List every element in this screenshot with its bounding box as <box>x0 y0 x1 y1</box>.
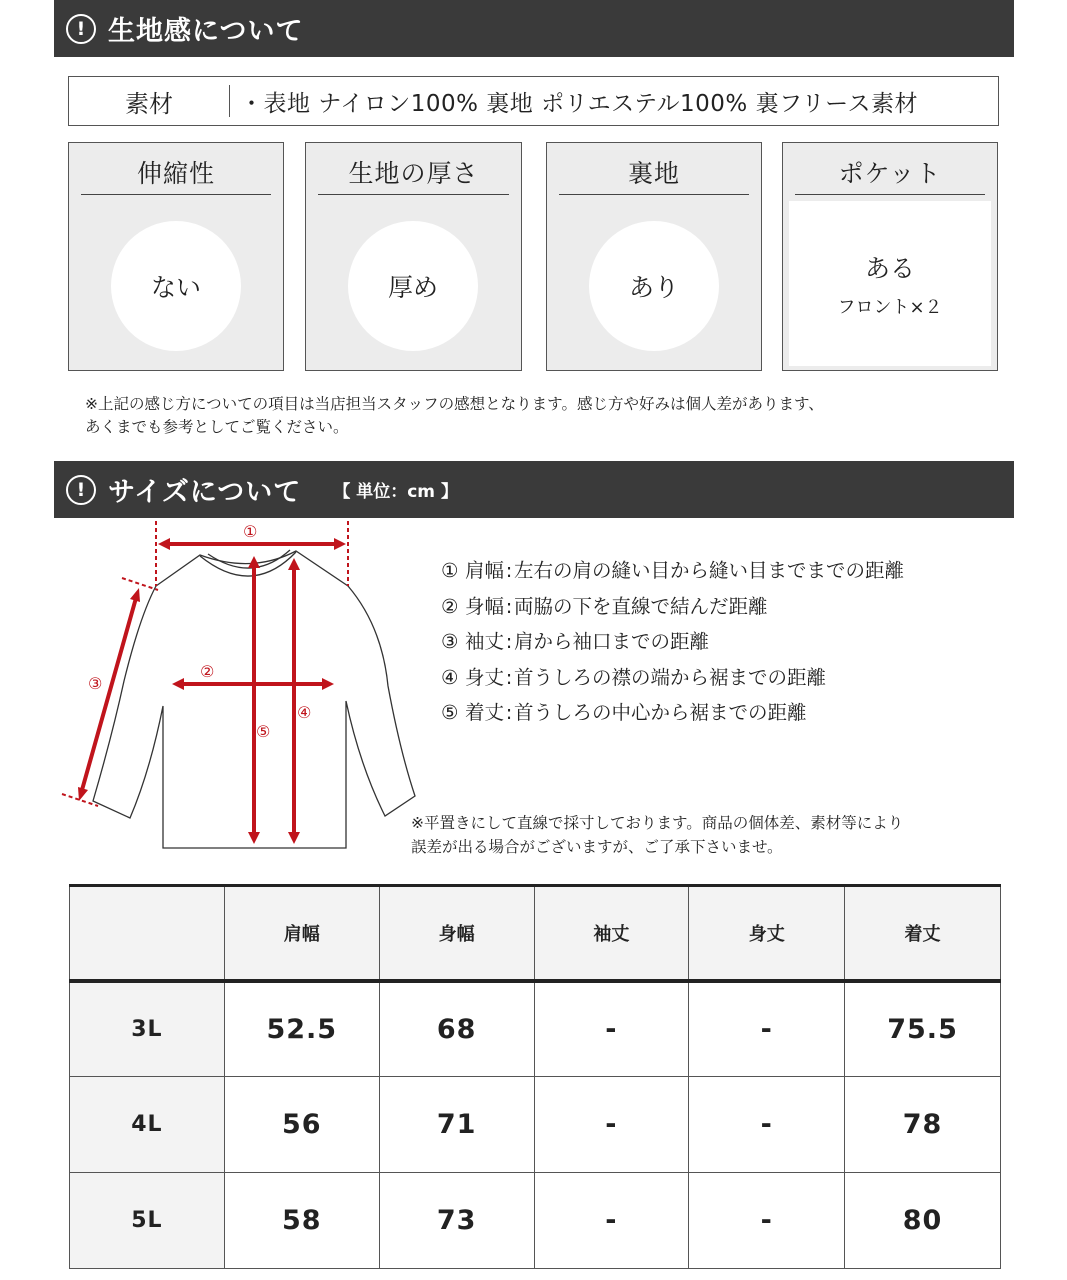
measure-number: ⑤ <box>441 701 459 725</box>
feel-title: 生地の厚さ <box>318 155 509 195</box>
size-table-header-row <box>70 886 1001 981</box>
size-table-header-cell: 身丈 <box>689 886 845 981</box>
feel-note <box>85 393 985 439</box>
size-table-header-cell: 着丈 <box>845 886 1001 981</box>
size-unit-label: 【 単位：cm 】 <box>333 482 458 502</box>
pocket-value: ある <box>864 253 915 283</box>
material-label: 素材 <box>125 89 173 118</box>
fabric-section-title: 生地感について <box>108 16 304 47</box>
measure-number: ② <box>441 594 459 618</box>
measure-desc: 首うしろの襟の端から裾までの距離 <box>514 665 827 689</box>
material-row <box>68 76 999 126</box>
feel-value-square <box>789 201 991 366</box>
size-table-header-cell: 袖丈 <box>534 886 689 981</box>
exclamation-circle-icon: ! <box>66 475 96 505</box>
diagram-label-2: ② <box>200 662 215 681</box>
size-label-cell: 4L <box>70 1077 225 1173</box>
feel-note-line: あくまでも参考としてご覧ください。 <box>85 418 349 436</box>
measure-item: ① 肩幅:左右の肩の縫い目から縫い目までまでの距離 <box>441 553 904 589</box>
diagram-label-4: ④ <box>297 703 312 722</box>
size-section-header <box>54 461 1014 518</box>
feel-value-circle: 厚め <box>348 221 478 351</box>
measure-name: 身幅 <box>465 594 505 618</box>
measurement-legend <box>441 553 904 731</box>
measure-name: 袖丈 <box>465 630 505 654</box>
table-row <box>70 1173 1001 1269</box>
feel-title: ポケット <box>795 155 985 195</box>
table-cell: - <box>689 1077 845 1173</box>
feel-box-thickness <box>305 142 522 371</box>
table-row <box>70 981 1001 1077</box>
feel-box-stretch <box>68 142 284 371</box>
measure-name: 着丈 <box>465 701 505 725</box>
measure-number: ① <box>441 559 459 582</box>
sleeve-guide-top <box>122 578 158 590</box>
table-cell: 75.5 <box>845 981 1001 1077</box>
measure-number: ③ <box>441 630 459 654</box>
measure-desc: 左右の肩の縫い目から縫い目までまでの距離 <box>514 559 905 582</box>
material-value: ・表地 ナイロン100% 裏地 ポリエステル100% 裏フリース素材 <box>240 90 919 117</box>
size-note-line: ※平置きにして直線で採寸しております。商品の個体差、素材等により <box>411 814 904 832</box>
measure-number: ④ <box>441 665 459 689</box>
measure-item: ⑤ 着丈:首うしろの中心から裾までの距離 <box>441 695 904 731</box>
size-table-header-cell: 身幅 <box>379 886 534 981</box>
feel-value-circle: ない <box>111 221 241 351</box>
size-note <box>411 811 1011 859</box>
feel-title: 裏地 <box>559 155 749 195</box>
feel-value-circle: あり <box>589 221 719 351</box>
size-section-title: サイズについて <box>108 477 302 508</box>
table-cell: - <box>534 1173 689 1269</box>
table-cell: 78 <box>845 1077 1001 1173</box>
measure-name: 身丈 <box>465 665 505 689</box>
table-cell: - <box>689 1173 845 1269</box>
pocket-detail: フロント×２ <box>837 296 943 318</box>
table-cell: 71 <box>379 1077 534 1173</box>
feel-box-lining <box>546 142 762 371</box>
table-cell: 68 <box>379 981 534 1077</box>
feel-title: 伸縮性 <box>81 155 271 195</box>
table-cell: 56 <box>224 1077 379 1173</box>
measure-item: ② 身幅:両脇の下を直線で結んだ距離 <box>441 589 904 625</box>
table-row <box>70 1077 1001 1173</box>
size-note-line: 誤差が出る場合がございますが、ご了承下さいませ。 <box>411 838 783 856</box>
exclamation-circle-icon: ! <box>66 14 96 44</box>
measure-desc: 首うしろの中心から裾までの距離 <box>514 701 807 725</box>
measure-desc: 肩から袖口までの距離 <box>514 630 710 654</box>
size-table-header-cell <box>70 886 225 981</box>
feel-note-line: ※上記の感じ方についての項目は当店担当スタッフの感想となります。感じ方や好みは個人差があります、 <box>85 395 824 413</box>
diagram-label-5: ⑤ <box>256 722 271 741</box>
size-label-cell: 3L <box>70 981 225 1077</box>
measure-line-3 <box>82 598 136 790</box>
table-cell: 73 <box>379 1173 534 1269</box>
size-table <box>69 884 1001 1269</box>
garment-measurement-diagram <box>50 516 420 856</box>
measure-item: ③ 袖丈:肩から袖口までの距離 <box>441 624 904 660</box>
measure-name: 肩幅 <box>465 559 505 582</box>
table-cell: 52.5 <box>224 981 379 1077</box>
feel-box-pocket <box>782 142 998 371</box>
table-cell: - <box>689 981 845 1077</box>
measure-item: ④ 身丈:首うしろの襟の端から裾までの距離 <box>441 660 904 696</box>
table-cell: 80 <box>845 1173 1001 1269</box>
measure-desc: 両脇の下を直線で結んだ距離 <box>514 594 768 618</box>
size-label-cell: 5L <box>70 1173 225 1269</box>
diagram-label-3: ③ <box>88 674 103 693</box>
table-cell: - <box>534 981 689 1077</box>
table-cell: - <box>534 1077 689 1173</box>
size-table-header-cell: 肩幅 <box>224 886 379 981</box>
diagram-label-1: ① <box>243 522 258 541</box>
table-cell: 58 <box>224 1173 379 1269</box>
fabric-section-header <box>54 0 1014 57</box>
